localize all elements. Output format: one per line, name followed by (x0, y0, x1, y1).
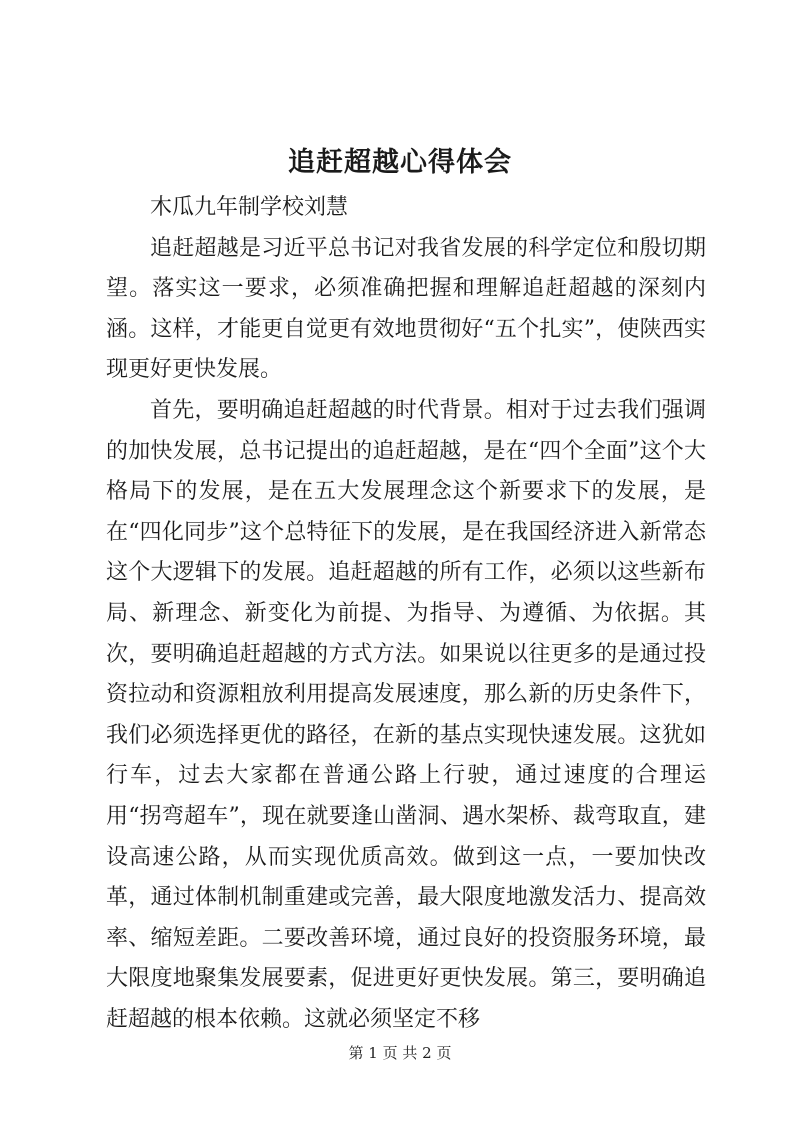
document-title: 追赶超越心得体会 (288, 147, 512, 178)
page-footer: 第 1 页 共 2 页 (348, 1044, 452, 1062)
document-body (106, 188, 706, 1040)
author-line: 木瓜九年制学校刘慧 (150, 195, 349, 220)
paragraph-2: 首先，要明确追赶超越的时代背景。相对于过去我们强调的加快发展，总书记提出的追赶超越，是在“四个全面”这个大格局下的发展，是在五大发展理念这个新要求下的发展，是在“四化同步”这个总特征下的发展，是在我国经济进入新常态这个大逻辑下的发展。追赶超越的所有工作，必须以这些新布局、新理念、新变化为前提、为指导、为遵循、为依据。其次，要明确追赶超越的方式方法。如果说以往更多的是通过投资拉动和资源粗放利用提高发展速度，那么新的历史条件下，我们必须选择更优的路径，在新的基点实现快速发展。这犹如行车，过去大家都在普通公路上行驶，通过速度的合理运用“拐弯超车”，现在就要逢山凿洞、遇水架桥、裁弯取直，建设高速公路，从而实现优质高效。做到这一点，一要加快改革，通过体制机制重建或完善，最大限度地激发活力、提高效率、缩短差距。二要改善环境，通过良好的投资服务环境，最大限度地聚集发展要素，促进更好更快发展。第三，要明确追赶超越的根本依赖。这就必须坚定不移 (106, 397, 706, 1032)
paragraph-1: 追赶超越是习近平总书记对我省发展的科学定位和殷切期望。落实这一要求，必须准确把握和理解追赶超越的深刻内涵。这样，才能更自觉更有效地贯彻好“五个扎实”，使陕西实现更好更快发展。 (106, 235, 706, 383)
